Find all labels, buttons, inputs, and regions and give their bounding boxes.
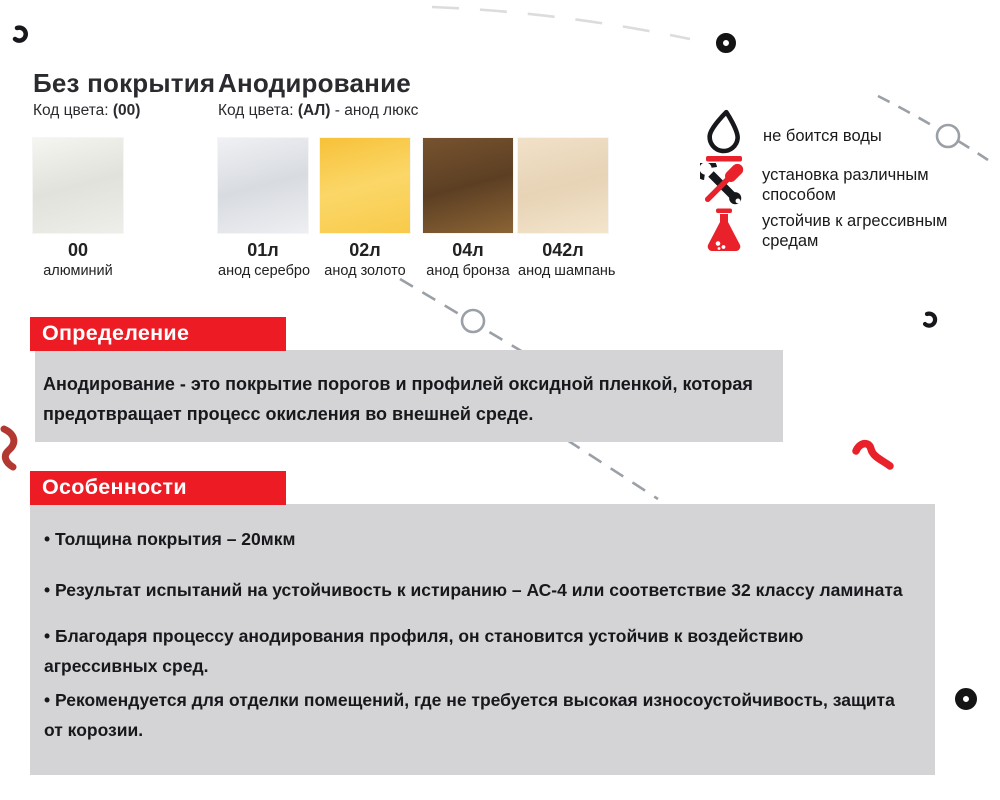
swatch-label: 00 алюминий (43, 240, 113, 279)
swatch-042l-champagne (518, 138, 608, 233)
swatch-01l-silver (218, 138, 308, 233)
anodizing-header (218, 68, 418, 120)
benefit-label: установка различным способом (762, 165, 929, 204)
swatch-02l-gold (320, 138, 410, 233)
benefit-resistance (704, 208, 954, 254)
definition-text: Анодирование - это покрытие порогов и профилей оксидной пленкой, которая предотвращает процесс окисления во внешней среде. (43, 374, 753, 424)
features-heading: Особенности (30, 471, 286, 505)
swatch-00-aluminium (33, 138, 123, 233)
feature-item: • Благодаря процессу анодирования профиля, он становится устойчив к воздействию агрессивных сред. (44, 621, 905, 681)
swatch-label: 04л анод бронза (426, 240, 510, 279)
squiggle-icon (856, 444, 890, 466)
dashed-line-top (432, 7, 690, 39)
donut-icon (959, 692, 973, 706)
water-drop-icon (703, 108, 745, 164)
flask-icon (704, 208, 744, 254)
benefit-label: устойчив к агрессивным средам (762, 211, 948, 250)
benefit-water (703, 108, 955, 164)
feature-item: • Рекомендуется для отделки помещений, где не требуется высокая износоустойчивость, защита от корозии. (44, 685, 905, 745)
comma-icon (925, 314, 935, 326)
comma-icon (15, 28, 26, 41)
donut-icon (720, 37, 733, 50)
feature-item: • Толщина покрытия – 20мкм (44, 524, 905, 554)
swatch-04l-bronze (423, 138, 513, 233)
swatch-label: 042л анод шампань (518, 240, 616, 279)
no-coating-title: Без покрытия (33, 68, 216, 98)
ring-icon (462, 310, 484, 332)
swatch-label: 01л анод серебро (218, 240, 311, 279)
definition-panel (35, 350, 783, 442)
definition-heading: Определение (30, 317, 286, 351)
squiggle-icon (4, 429, 14, 467)
benefit-installation (700, 163, 954, 207)
feature-item: • Результат испытаний на устойчивость к истиранию – АС-4 или соответствие 32 классу ламината (44, 575, 905, 605)
benefit-label: не боится воды (763, 126, 882, 145)
swatch-label: 02л анод золото (324, 240, 406, 279)
features-panel (30, 504, 935, 775)
anodizing-title: Анодирование (218, 68, 411, 98)
no-coating-header (33, 68, 215, 120)
tools-icon (700, 163, 744, 207)
anodizing-color-code: Код цвета: (АЛ) - анод люкс (218, 102, 419, 119)
no-coating-color-code: Код цвета: (00) (33, 102, 141, 119)
